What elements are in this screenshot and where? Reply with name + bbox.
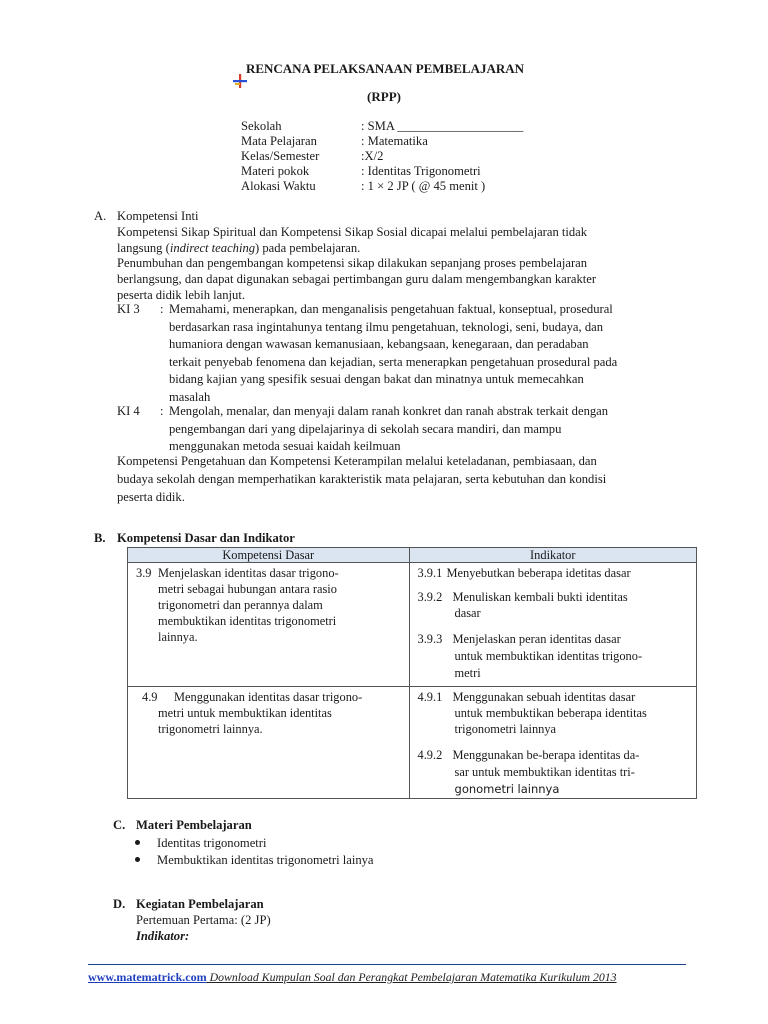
identity-value: : SMA ____________________ [361, 119, 524, 133]
section-d-heading: Kegiatan Pembelajaran [136, 897, 264, 911]
meeting-label: Pertemuan Pertama: (2 JP) [136, 913, 271, 927]
section-c-heading: Materi Pembelajaran [136, 818, 252, 832]
table-row [128, 687, 697, 799]
bullet-icon [134, 853, 142, 861]
indicator-item: 4.9.1 Menggunakan sebuah identitas dasar untuk membuktikan beberapa identitas trigonometri lainnya [417, 690, 647, 736]
document-title: RENCANA PELAKSANAAN PEMBELAJARAN [245, 61, 525, 76]
section-a-paragraph-1: Kompetensi Sikap Spiritual dan Kompetensi Sikap Sosial dicapai melalui pembelajaran tidak langsung (indirect teaching) pada pembelajaran. [117, 225, 588, 255]
kd-text: Menggunakan identitas dasar trigono- metri untuk membuktikan identitas trigonometri lainnya. [158, 690, 363, 736]
list-item: Identitas trigonometri [157, 836, 267, 850]
kd-number: 3.9 [136, 566, 152, 580]
section-a-paragraph-2: Penumbuhan dan pengembangan kompetensi sikap dilakukan sepanjang proses pembelajaran berlangsung, dan dapat digunakan sebagai pertimbangan guru dalam mengembangkan karakter peserta didik lebih lanjut. [117, 256, 597, 302]
identity-label: Alokasi Waktu [241, 179, 316, 193]
identity-label: Materi pokok [241, 164, 310, 178]
indicator-number: 3.9.2 [417, 590, 443, 604]
ki3-text: Memahami, menerapkan, dan menganalisis pengetahuan faktual, konseptual, prosedural berdasarkan rasa ingintahunya tentang ilmu pengetahuan, teknologi, seni, budaya, dan humaniora dengan wawasan kemanusiaan, kebangsaan, kenegaraan, dan peradaban terkait penyebab fenomena dan kejadian, serta menerapkan pengetahuan prosedural pada bidang kajian yang spesifik sesuai dengan bakat dan minatnya untuk memecahkan masalah [169, 302, 618, 404]
identity-label: Sekolah [241, 119, 282, 133]
indicator-item: 3.9.2 Menuliskan kembali bukti identitas dasar [417, 590, 628, 620]
section-a-heading: Kompetensi Inti [117, 209, 199, 223]
indicator-item: 3.9.1 Menyebutkan beberapa idetitas dasar [417, 566, 631, 580]
identity-label: Mata Pelajaran [241, 134, 317, 148]
bullet-icon [134, 836, 142, 844]
ki4-label: KI 4 [117, 404, 140, 418]
indicator-label: Indikator: [136, 929, 190, 943]
footer-divider [88, 964, 686, 965]
page-footer [88, 969, 688, 985]
document-subtitle: (RPP) [367, 89, 401, 104]
column-header-kompetensi-dasar: Kompetensi Dasar [128, 548, 410, 563]
kd-number: 4.9 [142, 690, 158, 704]
ki4-colon: : [160, 404, 164, 418]
section-b-letter: B. [94, 531, 106, 545]
ki4-text: Mengolah, menalar, dan menyaji dalam ranah konkret dan ranah abstrak terkait dengan pengembangan dari yang dipelajarinya di sekolah secara mandiri, dan mampu menggunakan metoda sesuai kaidah keilmuan [169, 404, 609, 453]
indicator-item: 3.9.3 Menjelaskan peran identitas dasar untuk membuktikan identitas trigono- metri [417, 632, 643, 680]
section-a-letter: A. [94, 209, 107, 223]
indicator-number: 3.9.3 [417, 632, 443, 646]
column-header-indikator: Indikator [409, 548, 696, 563]
indicator-number: 4.9.1 [417, 690, 443, 704]
section-a-paragraph-3: Kompetensi Pengetahuan dan Kompetensi Keterampilan melalui keteladanan, pembiasaan, dan budaya sekolah dengan memperhatikan karakteristik mata pelajaran, serta kebutuhan dan kondisi peserta didik. [117, 454, 607, 504]
section-d-letter: D. [113, 897, 126, 911]
footer-text: Download Kumpulan Soal dan Perangkat Pembelajaran Matematika Kurikulum 2013 [206, 970, 617, 984]
list-item: Membuktikan identitas trigonometri lainya [157, 853, 374, 867]
footer-link[interactable]: www.matematrick.com [88, 970, 207, 984]
section-b-heading: Kompetensi Dasar dan Indikator [117, 531, 295, 545]
identity-value: :X/2 [361, 149, 384, 163]
identity-value: : Identitas Trigonometri [361, 164, 481, 178]
table-row [128, 563, 697, 687]
kd-text: Menjelaskan identitas dasar trigono- metri sebagai hubungan antara rasio trigonometri dan perannya dalam membuktikan identitas trigonometri lainnya. [158, 566, 339, 644]
identity-label: Kelas/Semester [241, 149, 320, 163]
ki3-colon: : [160, 302, 164, 316]
kd-indicator-table [127, 547, 697, 799]
section-c-letter: C. [113, 818, 126, 832]
identity-value: : 1 × 2 JP ( @ 45 menit ) [361, 179, 486, 193]
indicator-number: 4.9.2 [417, 748, 443, 762]
indicator-item: 4.9.2 Menggunakan be-berapa identitas da- sar untuk membuktikan identitas tri- gonometri lainnya [417, 748, 640, 796]
ki3-label: KI 3 [117, 302, 140, 316]
identity-value: : Matematika [361, 134, 428, 148]
indicator-number: 3.9.1 [417, 566, 443, 580]
